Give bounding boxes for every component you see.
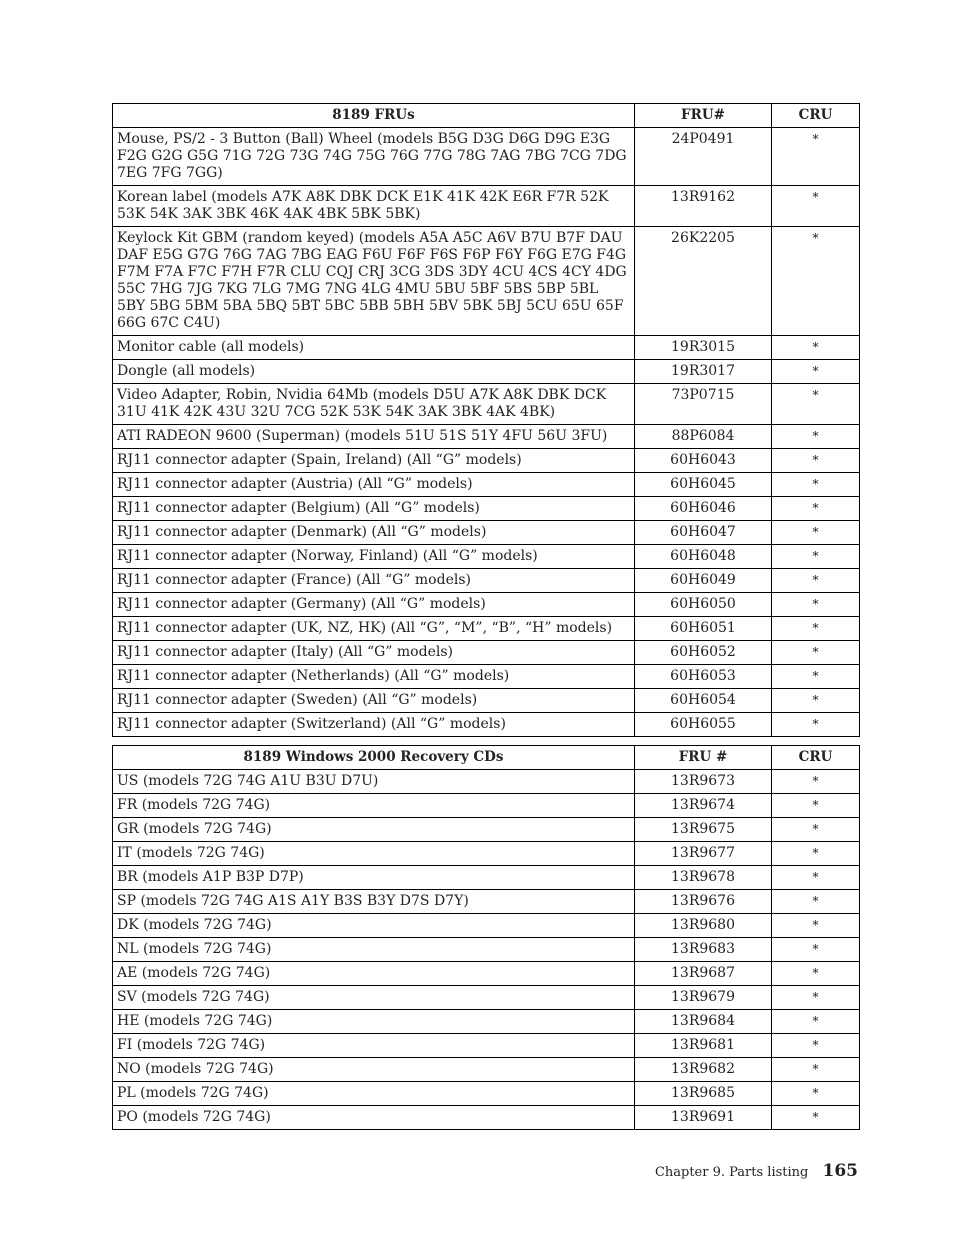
part-description: FR (models 72G 74G) [113,794,635,818]
part-description: US (models 72G 74G A1U B3U D7U) [113,770,635,794]
part-description: RJ11 connector adapter (Belgium) (All “G” models) [113,497,635,521]
fru-number: 13R9679 [635,986,772,1010]
cru-marker: * [772,842,860,866]
part-description: Dongle (all models) [113,360,635,384]
cru-marker: * [772,689,860,713]
table-row [113,842,860,866]
cru-marker: * [772,336,860,360]
cru-marker: * [772,617,860,641]
cru-marker: * [772,665,860,689]
part-description: Video Adapter, Robin, Nvidia 64Mb (models D5U A7K A8K DBK DCK 31U 41K 42K 43U 32U 7CG 52K 53K 54K 3AK 3BK 4AK 4BK) [113,384,635,425]
table-row [113,914,860,938]
fru-table [112,103,860,737]
fru-number: 13R9691 [635,1106,772,1130]
part-description: DK (models 72G 74G) [113,914,635,938]
header-description: 8189 Windows 2000 Recovery CDs [113,746,635,770]
fru-table-body [113,128,860,737]
part-description: RJ11 connector adapter (Denmark) (All “G” models) [113,521,635,545]
table-row [113,986,860,1010]
part-description: RJ11 connector adapter (Spain, Ireland) (All “G” models) [113,449,635,473]
table-row [113,545,860,569]
table-row [113,336,860,360]
table-row [113,1058,860,1082]
fru-number: 60H6049 [635,569,772,593]
part-description: RJ11 connector adapter (Netherlands) (All “G” models) [113,665,635,689]
table-row [113,360,860,384]
part-description: RJ11 connector adapter (Germany) (All “G” models) [113,593,635,617]
fru-number: 60H6043 [635,449,772,473]
part-description: PO (models 72G 74G) [113,1106,635,1130]
cru-marker: * [772,425,860,449]
table-row [113,689,860,713]
part-description: RJ11 connector adapter (Italy) (All “G” models) [113,641,635,665]
fru-table-header [113,104,860,128]
recovery-cd-table-body [113,770,860,1130]
fru-number: 60H6055 [635,713,772,737]
fru-number: 60H6052 [635,641,772,665]
part-description: RJ11 connector adapter (Norway, Finland) (All “G” models) [113,545,635,569]
table-row [113,890,860,914]
fru-number: 19R3015 [635,336,772,360]
fru-number: 13R9675 [635,818,772,842]
cru-marker: * [772,593,860,617]
header-row [113,746,860,770]
recovery-cd-table [112,745,860,1130]
fru-number: 13R9676 [635,890,772,914]
part-description: Korean label (models A7K A8K DBK DCK E1K 41K 42K E6R F7R 52K 53K 54K 3AK 3BK 46K 4AK 4BK 5BK 5BK) [113,186,635,227]
cru-marker: * [772,890,860,914]
part-description: FI (models 72G 74G) [113,1034,635,1058]
chapter-title: Chapter 9. Parts listing [654,1165,809,1180]
table-row [113,794,860,818]
cru-marker: * [772,1082,860,1106]
fru-number: 24P0491 [635,128,772,186]
part-description: Keylock Kit GBM (random keyed) (models A5A A5C A6V B7U B7F DAU DAF E5G G7G 76G 7AG 7BG EAG F6U F6F F6S F6P F6Y F6G E7G F4G F7M F7A F7C F7H F7R CLU CQJ CRJ 3CG 3DS 3DY 4CU 4CS 4CY 4DG 55C 7HG 7JG 7KG 7LG 7MG 7NG 4LG 4MU 5BU 5BF 5BS 5BP 5BL 5BY 5BG 5BM 5BA 5BQ 5BT 5BC 5BB 5BH 5BV 5BK 5BJ 5CU 65U 65F 66G 67C C4U) [113,227,635,336]
part-description: HE (models 72G 74G) [113,1010,635,1034]
part-description: NL (models 72G 74G) [113,938,635,962]
part-description: RJ11 connector adapter (UK, NZ, HK) (All “G”, “M”, “B”, “H” models) [113,617,635,641]
table-row [113,818,860,842]
cru-marker: * [772,641,860,665]
fru-number: 88P6084 [635,425,772,449]
part-description: Mouse, PS/2 - 3 Button (Ball) Wheel (models B5G D3G D6G D9G E3G F2G G2G G5G 71G 72G 73G 74G 75G 76G 77G 78G 7AG 7BG 7CG 7DG 7EG 7FG 7GG) [113,128,635,186]
fru-number: 26K2205 [635,227,772,336]
table-row [113,641,860,665]
table-row [113,1034,860,1058]
cru-marker: * [772,770,860,794]
fru-number: 13R9685 [635,1082,772,1106]
fru-number: 60H6051 [635,617,772,641]
fru-number: 60H6046 [635,497,772,521]
table-row [113,425,860,449]
cru-marker: * [772,360,860,384]
fru-number: 13R9673 [635,770,772,794]
cru-marker: * [772,1058,860,1082]
fru-number: 13R9681 [635,1034,772,1058]
fru-number: 19R3017 [635,360,772,384]
table-row [113,1010,860,1034]
cru-marker: * [772,521,860,545]
table-row [113,569,860,593]
table-row [113,128,860,186]
table-row [113,866,860,890]
table-row [113,665,860,689]
cru-marker: * [772,545,860,569]
recovery-cd-table-header [113,746,860,770]
part-description: RJ11 connector adapter (Switzerland) (All “G” models) [113,713,635,737]
fru-number: 13R9162 [635,186,772,227]
header-description: 8189 FRUs [113,104,635,128]
part-description: GR (models 72G 74G) [113,818,635,842]
part-description: NO (models 72G 74G) [113,1058,635,1082]
page-footer [655,1161,858,1181]
cru-marker: * [772,986,860,1010]
fru-number: 73P0715 [635,384,772,425]
table-row [113,938,860,962]
cru-marker: * [772,962,860,986]
part-description: RJ11 connector adapter (Sweden) (All “G” models) [113,689,635,713]
fru-number: 60H6047 [635,521,772,545]
cru-marker: * [772,794,860,818]
header-row [113,104,860,128]
table-row [113,1106,860,1130]
table-row [113,384,860,425]
table-row [113,449,860,473]
cru-marker: * [772,384,860,425]
table-row [113,962,860,986]
fru-number: 13R9687 [635,962,772,986]
fru-number: 13R9674 [635,794,772,818]
fru-number: 13R9684 [635,1010,772,1034]
cru-marker: * [772,569,860,593]
cru-marker: * [772,866,860,890]
part-description: PL (models 72G 74G) [113,1082,635,1106]
fru-number: 60H6053 [635,665,772,689]
part-description: Monitor cable (all models) [113,336,635,360]
cru-marker: * [772,128,860,186]
cru-marker: * [772,449,860,473]
header-cru: CRU [772,104,860,128]
cru-marker: * [772,1034,860,1058]
fru-number: 13R9682 [635,1058,772,1082]
header-fru: FRU # [635,746,772,770]
cru-marker: * [772,1106,860,1130]
fru-number: 60H6050 [635,593,772,617]
part-description: AE (models 72G 74G) [113,962,635,986]
cru-marker: * [772,473,860,497]
fru-number: 13R9677 [635,842,772,866]
page-number: 165 [822,1161,858,1181]
fru-number: 13R9678 [635,866,772,890]
fru-number: 13R9683 [635,938,772,962]
part-description: ATI RADEON 9600 (Superman) (models 51U 51S 51Y 4FU 56U 3FU) [113,425,635,449]
cru-marker: * [772,818,860,842]
table-row [113,186,860,227]
cru-marker: * [772,186,860,227]
cru-marker: * [772,1010,860,1034]
table-row [113,770,860,794]
header-cru: CRU [772,746,860,770]
table-row [113,593,860,617]
cru-marker: * [772,914,860,938]
fru-number: 60H6045 [635,473,772,497]
part-description: RJ11 connector adapter (Austria) (All “G” models) [113,473,635,497]
part-description: IT (models 72G 74G) [113,842,635,866]
header-fru: FRU# [635,104,772,128]
cru-marker: * [772,938,860,962]
part-description: BR (models A1P B3P D7P) [113,866,635,890]
table-row [113,497,860,521]
part-description: SP (models 72G 74G A1S A1Y B3S B3Y D7S D7Y) [113,890,635,914]
table-row [113,521,860,545]
table-row [113,1082,860,1106]
table-row [113,713,860,737]
table-row [113,473,860,497]
cru-marker: * [772,713,860,737]
fru-number: 60H6048 [635,545,772,569]
cru-marker: * [772,497,860,521]
part-description: SV (models 72G 74G) [113,986,635,1010]
cru-marker: * [772,227,860,336]
fru-number: 60H6054 [635,689,772,713]
fru-number: 13R9680 [635,914,772,938]
table-row [113,617,860,641]
part-description: RJ11 connector adapter (France) (All “G” models) [113,569,635,593]
table-row [113,227,860,336]
